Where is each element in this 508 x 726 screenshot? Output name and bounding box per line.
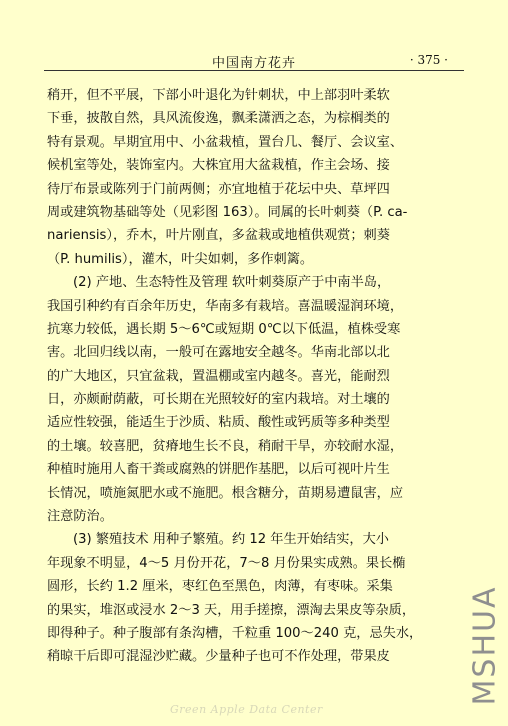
side-watermark	[463, 582, 507, 708]
text-line: 注意防治。	[47, 509, 113, 525]
text-line: (3) 繁殖技术 用种子繁殖。约 12 年生开始结实，大小	[73, 532, 389, 548]
text-line: 即得种子。种子腹部有条沟槽，千粒重 100～240 克，忌失水，	[47, 625, 423, 641]
text-line: nariensis），乔木，叶片刚直，多盆栽或地植供观赏；刺葵	[47, 228, 390, 244]
text-line: 待厅布景或陈列于门前两侧；亦宜地植于花坛中央、草坪四	[47, 181, 390, 197]
text-line: 稍晾干后即可混湿沙贮藏。少量种子也可不作处理，带果皮	[47, 649, 390, 665]
text-line: 的土壤。较喜肥，贫瘠地生长不良，稍耐干旱，亦较耐水湿，	[47, 438, 404, 454]
text-line: 候机室等处，装饰室内。大株宜用大盆栽植，作主会场、接	[47, 158, 390, 174]
text-line: 年现象不明显，4～5 月份开花，7～8 月份果实成熟。果长椭	[47, 555, 406, 571]
side-watermark-text: MSHUA	[467, 585, 503, 705]
text-line: 抗寒力较低，遇长期 5～6℃或短期 0℃以下低温，植株受寒	[47, 321, 401, 337]
text-line: (2) 产地、生态特性及管理 软叶刺葵原产于中南半岛，	[73, 275, 391, 291]
text-line: 特有景观。早期宜用中、小盆栽植，置台几、餐厅、会议室、	[47, 134, 404, 150]
text-line: 长情况，喷施氮肥水或不施肥。根含糖分，苗期易遭鼠害，应	[47, 485, 404, 501]
text-line: 的果实，堆沤或浸水 2～3 天，用手搓擦，漂淘去果皮等杂质，	[47, 602, 416, 618]
text-line: 稍开，但不平展，下部小叶退化为针刺状，中上部羽叶柔软	[47, 88, 390, 103]
text-line: 种植时施用人畜干粪或腐熟的饼肥作基肥，以后可视叶片生	[47, 462, 390, 478]
page-number: · 375 ·	[409, 53, 448, 67]
text-line: 圆形，长约 1.2 厘米，枣红色至黑色，肉薄，有枣味。采集	[47, 579, 393, 595]
text-line: 我国引种约有百余年历史，华南多有栽培。喜温暖湿润环境，	[47, 298, 404, 314]
text-line: 日，亦颇耐荫蔽，可长期在光照较好的室内栽培。对土壤的	[47, 392, 390, 408]
text-line: 害。北回归线以南，一般可在露地安全越冬。华南北部以北	[47, 345, 390, 361]
text-line: 适应性较强，能适生于沙质、粘质、酸性或钙质等多种类型	[47, 415, 390, 431]
bottom-watermark: Green Apple Data Center	[170, 703, 323, 716]
running-header	[44, 50, 464, 71]
text-line: 周或建筑物基础等处（见彩图 163）。同属的长叶刺葵（P. ca-	[47, 204, 408, 220]
text-line: （P. humilis），灌木，叶尖如刺，多作刺篱。	[47, 251, 314, 267]
text-line: 下垂，披散自然，具风流俊逸，飘柔潇洒之态，为棕榈类的	[47, 111, 390, 127]
body-text	[47, 84, 467, 669]
header-title: 中国南方花卉	[212, 56, 297, 71]
text-line: 的广大地区，只宜盆栽，置温棚或室内越冬。喜光，能耐烈	[47, 368, 390, 384]
